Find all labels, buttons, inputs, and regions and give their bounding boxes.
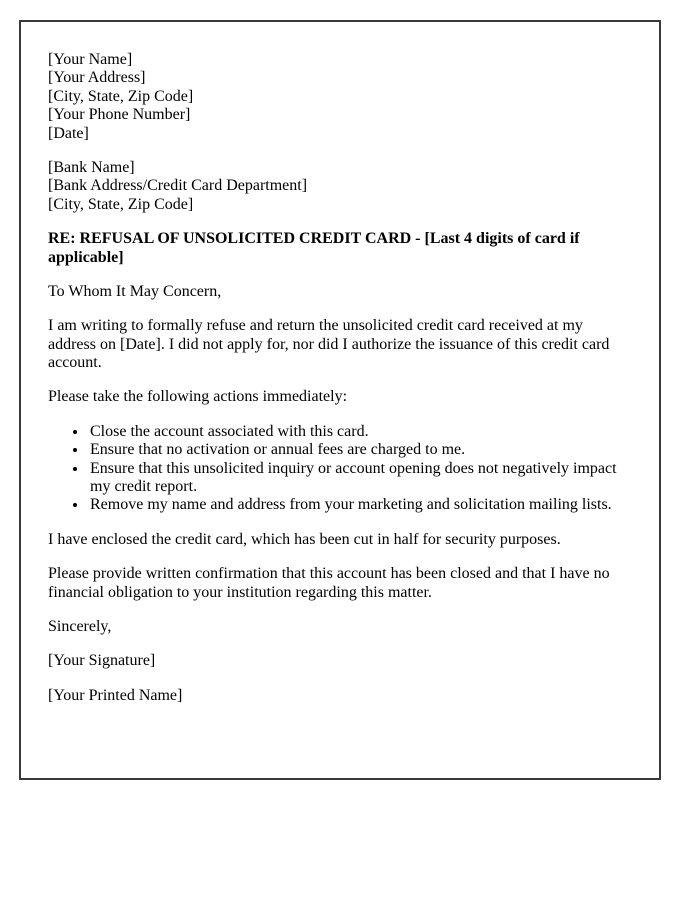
sender-address-block xyxy=(48,51,631,143)
sender-city-state-zip: [City, State, Zip Code] xyxy=(48,87,194,105)
actions-list xyxy=(48,423,631,515)
letter-document xyxy=(19,20,661,780)
enclosure-paragraph: I have enclosed the credit card, which has been cut in half for security purposes. xyxy=(48,530,561,548)
recipient-bank-name: [Bank Name] xyxy=(48,158,135,176)
closing: Sincerely, xyxy=(48,617,112,635)
letter-date: [Date] xyxy=(48,124,89,142)
action-item-close-account: • Close the account associated with this card. xyxy=(88,423,631,441)
recipient-address-block xyxy=(48,159,631,214)
confirmation-paragraph: Please provide written confirmation that this account has been closed and that I have no financial obligation to your institution regarding this matter. xyxy=(48,565,610,601)
action-item-credit-report: • Ensure that this unsolicited inquiry or account opening does not negatively impact my credit report. xyxy=(88,460,631,497)
action-item-no-fees: • Ensure that no activation or annual fees are charged to me. xyxy=(88,441,631,459)
signature-placeholder: [Your Signature] xyxy=(48,652,156,670)
recipient-city-state-zip: [City, State, Zip Code] xyxy=(48,195,194,213)
printed-name-placeholder: [Your Printed Name] xyxy=(48,686,183,704)
action-item-remove-mailing: • Remove my name and address from your marketing and solicitation mailing lists. xyxy=(88,496,631,514)
salutation: To Whom It May Concern, xyxy=(48,282,222,300)
subject-line: RE: REFUSAL OF UNSOLICITED CREDIT CARD - [Last 4 digits of card if applicable] xyxy=(48,230,580,266)
sender-name: [Your Name] xyxy=(48,51,133,68)
recipient-bank-address: [Bank Address/Credit Card Department] xyxy=(48,177,308,195)
sender-phone: [Your Phone Number] xyxy=(48,106,191,124)
sender-address: [Your Address] xyxy=(48,69,146,87)
intro-paragraph: I am writing to formally refuse and return the unsolicited credit card received at my address on [Date]. I did not apply for, nor did I authorize the issuance of this credit card account. xyxy=(48,317,610,372)
actions-intro: Please take the following actions immediately: xyxy=(48,388,348,406)
